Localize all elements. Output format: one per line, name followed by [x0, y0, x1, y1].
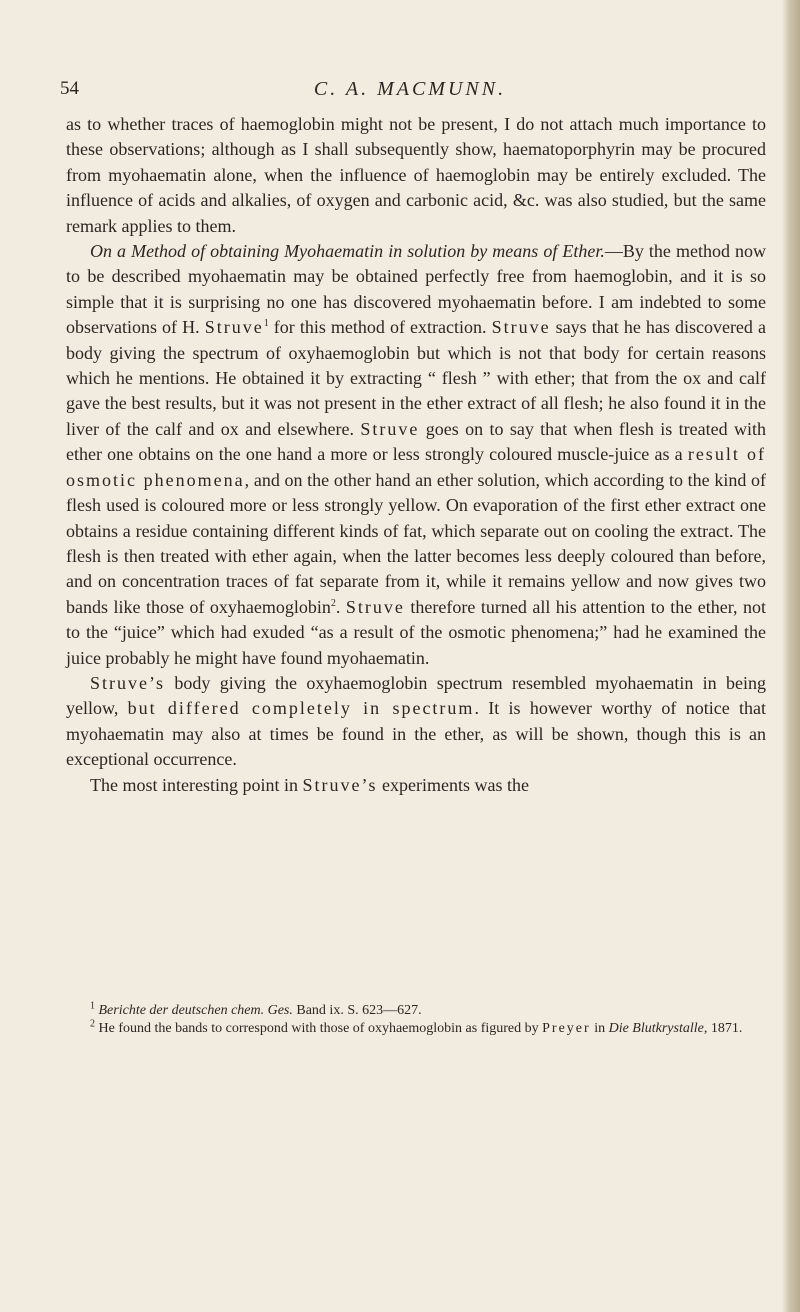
text-run: , and on the other hand an ether solution, which according to the kind of flesh used is coloured more or less strongly yellow. On evaporation of the first ether extract one obtains a residue containing different kinds of fat, which separate out on cooling the extract. The flesh is then treated with ether again, when the latter becomes less deeply coloured than before, and on concentration traces of fat separate from it, while it remains yellow and now gives two bands like those of oxyhaemoglobin [66, 469, 766, 617]
author-name: Struve [491, 317, 551, 338]
text-run: The most interesting point in [90, 774, 303, 795]
author-name: Struve [360, 418, 420, 439]
text-run: . [335, 596, 346, 617]
footnote-text: Band ix. S. 623—627. [292, 1003, 422, 1018]
footnote-marker: 1 [90, 1000, 95, 1012]
author-name: Preyer [542, 1021, 591, 1036]
section-heading: On a Method of obtaining Myohaematin in solution by means of Ether. [90, 241, 605, 262]
text-run: says that he has discovered a body giving the spectrum of oxyhaemoglobin but which is not that body for certain reasons which he mentions. He obtained it by extracting “ flesh ” with ether; that from the ox and calf gave the best results, but it was not present in the ether extract of all flesh; he also found it in the liver of the calf and ox and elsewhere. [66, 317, 766, 439]
paragraph-2 [66, 239, 766, 671]
text-run: —By the method now to be described myohaematin may be obtained perfectly free from haemoglobin, and it is so simple that it is surprising no one has discovered myohaematin before. I am indebted to some observations of H. [66, 241, 766, 338]
footnote-2 [66, 1020, 766, 1038]
emphasis-spaced: but differed completely in spectrum [127, 698, 475, 719]
paragraph-4 [66, 773, 766, 798]
paragraph-3 [66, 671, 766, 773]
page-number: 54 [60, 78, 79, 99]
text-run: therefore turned all his attention to the ether, not to the “juice” which had exuded “as a result of the osmotic phenomena;” had he examined the juice probably he might have found myohaematin. [66, 596, 766, 668]
footnote-1 [66, 1002, 766, 1020]
footnote-source-title: Die Blutkrystalle [608, 1021, 704, 1036]
running-title: C. A. MACMUNN. [313, 78, 507, 100]
footnote-text: , 1871. [703, 1021, 743, 1036]
page-edge-shadow [782, 0, 800, 1312]
footnote-marker: 2 [90, 1018, 95, 1030]
footnote-ref-1: 1 [263, 318, 269, 330]
text-run: goes on to say that when flesh is treated with ether one obtains on the one hand a more or less strongly coloured muscle-juice as a [66, 418, 766, 465]
author-name: Struve’s [302, 774, 378, 795]
text-run: body giving the oxyhaemoglobin spectrum resembled myohaematin in being yellow, [66, 672, 766, 719]
page-header [60, 78, 760, 106]
text-run: for this method of extraction. [268, 317, 492, 338]
author-name: Struve’s [90, 672, 166, 693]
paragraph-1: as to whether traces of haemoglobin might not be present, I do not attach much importance to these observations; although as I shall subsequently show, haematoporphyrin may be procured from myohaematin alone, when the influence of haemoglobin may be entirely excluded. The influence of acids and alkalies, of oxygen and carbonic acid, &c. was also studied, but the same remark applies to them. [66, 114, 766, 236]
footnote-source-title: Berichte der deutschen chem. Ges. [98, 1003, 293, 1018]
footnote-ref-2: 2 [330, 597, 336, 609]
text-run: . It is however worthy of notice that myohaematin may also at times be found in the ether, as will be shown, though this is an exceptional occurrence. [66, 698, 766, 770]
author-name: Struve [204, 317, 264, 338]
author-name: Struve [345, 596, 405, 617]
body-text [66, 112, 766, 798]
text-run: experiments was the [377, 774, 529, 795]
footnote-text: He found the bands to correspond with those of oxyhaemoglobin as figured by [95, 1021, 543, 1036]
footnotes [66, 1002, 766, 1038]
footnote-text: in [590, 1021, 609, 1036]
emphasis-spaced: result of osmotic phenomena [66, 444, 766, 490]
